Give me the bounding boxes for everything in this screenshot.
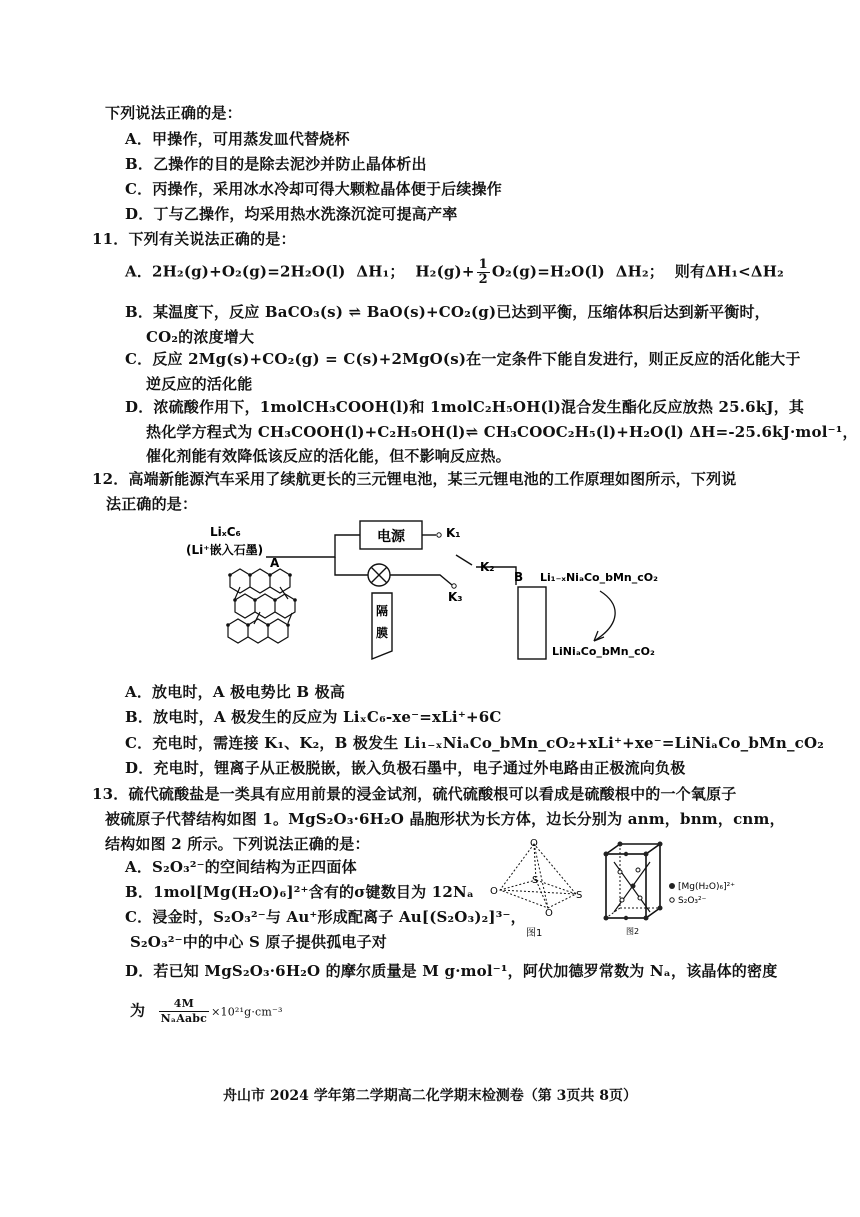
q13-option-d-line2 [130, 997, 283, 1026]
fig1-o-bottom: O [545, 908, 553, 919]
q11-option-b-line2: CO₂的浓度增大 [146, 328, 255, 346]
density-tail: ×10²¹g·cm⁻³ [211, 1005, 283, 1019]
fraction-numerator: 1 [478, 257, 488, 272]
k1-label: K₁ [446, 526, 461, 540]
q11-a-eq1: 2H₂(g)+O₂(g)=2H₂O(l) [152, 262, 346, 281]
density-fraction [159, 997, 209, 1026]
half-fraction [477, 258, 490, 287]
density-denominator: NₐAabc [160, 1012, 208, 1025]
q13-option-c-line2: S₂O₃²⁻中的中心 S 原子提供孤电子对 [130, 933, 388, 951]
q12-option-b: B．放电时，A 极发生的反应为 LiₓC₆-xe⁻=xLi⁺+6C [125, 708, 502, 726]
q13-option-a: A．S₂O₃²⁻的空间结构为正四面体 [125, 858, 357, 876]
q11-option-b-line1: B．某温度下，反应 BaCO₃(s) ⇌ BaO(s)+CO₂(g)已达到平衡，压缩体积后达到新平衡时， [125, 303, 770, 321]
q11-option-c-line1: C．反应 2Mg(s)+CO₂(g) = C(s)+2MgO(s)在一定条件下能自发进行，则正反应的活化能大于 [125, 350, 801, 368]
separator-char1: 隔 [375, 604, 389, 618]
k2-label: K₂ [480, 560, 495, 574]
graphite-layers [228, 569, 295, 643]
q11-option-d-line3: 催化剂能有效降低该反应的活化能，但不影响反应热。 [146, 447, 511, 465]
page-footer: 舟山市 2024 学年第二学期高二化学期末检测卷（第 3页共 8页） [223, 1088, 637, 1104]
legend-mg-icon [669, 883, 675, 889]
q11-a-conclusion: 则有ΔH₁<ΔH₂ [674, 262, 784, 281]
q10-option-c: C．丙操作，采用冰水冷却可得大颗粒晶体便于后续操作 [125, 180, 502, 198]
fig1-caption: 图1 [526, 928, 543, 939]
fig1-o-left: O [490, 886, 498, 897]
q11-stem: 11．下列有关说法正确的是： [92, 230, 296, 248]
fig2-caption: 图2 [626, 927, 640, 936]
unit-cell-box [606, 844, 660, 918]
q13-stem-line1: 13．硫代硫酸盐是一类具有应用前景的浸金试剂，硫代硫酸根可以看成是硫酸根中的一个氧原子 [92, 785, 737, 803]
legend-s2o3-label: S₂O₃²⁻ [678, 896, 707, 906]
electrode-b-label: B [514, 570, 524, 584]
cathode-charged-formula: Li₁₋ₓNiₐCo_bMn_cO₂ [540, 571, 658, 584]
q10-option-b: B．乙操作的目的是除去泥沙并防止晶体析出 [125, 155, 427, 173]
q10-stem: 下列说法正确的是： [105, 104, 242, 122]
q13-option-c-line1: C．浸金时，S₂O₃²⁻与 Au⁺形成配离子 Au[(S₂O₃)₂]³⁻， [125, 908, 526, 926]
q11-a-dh1: ΔH₁； [356, 262, 405, 281]
density-numerator: 4M [159, 997, 209, 1012]
q12-option-a: A．放电时，A 极电势比 B 极高 [125, 683, 346, 701]
thiosulfate-structure-figure [488, 836, 588, 942]
density-prefix: 为 [130, 1001, 146, 1020]
battery-diagram [186, 515, 680, 675]
q13-option-b: B．1mol[Mg(H₂O)₆]²⁺含有的σ键数目为 12Nₐ [125, 883, 475, 901]
q13-stem-line3: 结构如图 2 所示。下列说法正确的是： [105, 835, 370, 853]
q11-option-a [125, 258, 784, 287]
separator-char2: 膜 [375, 626, 389, 640]
lixc6-label: LiₓC₆ [210, 525, 241, 539]
q11-option-d-line1: D．浓硫酸作用下，1molCH₃COOH(l)和 1molC₂H₅OH(l)混合发生酯化反应放热 25.6kJ，其 [125, 398, 805, 416]
fraction-denominator: 2 [478, 272, 488, 287]
fig1-s-right: S [576, 890, 583, 901]
q12-option-d: D．充电时，锂离子从正极脱嵌，嵌入负极石墨中，电子通过外电路由正极流向负极 [125, 759, 686, 777]
q11-option-d-line2: 热化学方程式为 CH₃COOH(l)+C₂H₅OH(l)⇌ CH₃COOC₂H₅(l)+H₂O(l) ΔH=-25.6kJ·mol⁻¹， [146, 423, 858, 441]
power-source-label: 电源 [377, 529, 405, 545]
q10-option-a: A．甲操作，可用蒸发皿代替烧杯 [125, 130, 350, 148]
q12-option-c: C．充电时，需连接 K₁、K₂，B 极发生 Li₁₋ₓNiₐCo_bMn_cO₂+xLi⁺+xe⁻=LiNiₐCo_bMn_cO₂ [125, 734, 825, 752]
q11-option-c-line2: 逆反应的活化能 [146, 375, 253, 393]
q11-a-dh2: ΔH₂； [615, 262, 664, 281]
q11-a-label: A． [125, 262, 153, 281]
electrode-a-label: A [270, 556, 280, 570]
k3-label: K₃ [448, 590, 463, 604]
unit-cell-figure [600, 842, 760, 938]
li-embed-label: (Li⁺嵌入石墨) [186, 543, 264, 557]
q13-stem-line2: 被硫原子代替结构如图 1。MgS₂O₃·6H₂O 晶胞形状为长方体，边长分别为 anm，bnm，cnm， [105, 810, 785, 828]
q11-a-eq2-post: O₂(g)=H₂O(l) [491, 262, 605, 281]
cathode-discharged-formula: LiNiₐCo_bMn_cO₂ [552, 645, 655, 658]
fig1-s-center: S [532, 875, 539, 886]
q11-a-eq2-pre: H₂(g)+ [415, 262, 475, 281]
q12-stem-line1: 12．高端新能源汽车采用了续航更长的三元锂电池，某三元锂电池的工作原理如图所示，下列说 [92, 470, 737, 488]
q10-option-d: D．丁与乙操作，均采用热水洗涤沉淀可提高产率 [125, 205, 458, 223]
k1-terminal [437, 533, 441, 537]
electrode-b [518, 587, 546, 659]
k3-terminal [452, 584, 456, 588]
fig1-o-top: O [530, 838, 538, 849]
legend-mg-label: [Mg(H₂O)₆]²⁺ [678, 882, 735, 892]
legend-s2o3-icon [670, 898, 674, 902]
q12-stem-line2: 法正确的是： [106, 495, 198, 513]
q13-option-d-line1: D．若已知 MgS₂O₃·6H₂O 的摩尔质量是 M g·mol⁻¹，阿伏加德罗常数为 Nₐ，该晶体的密度 [125, 962, 778, 980]
